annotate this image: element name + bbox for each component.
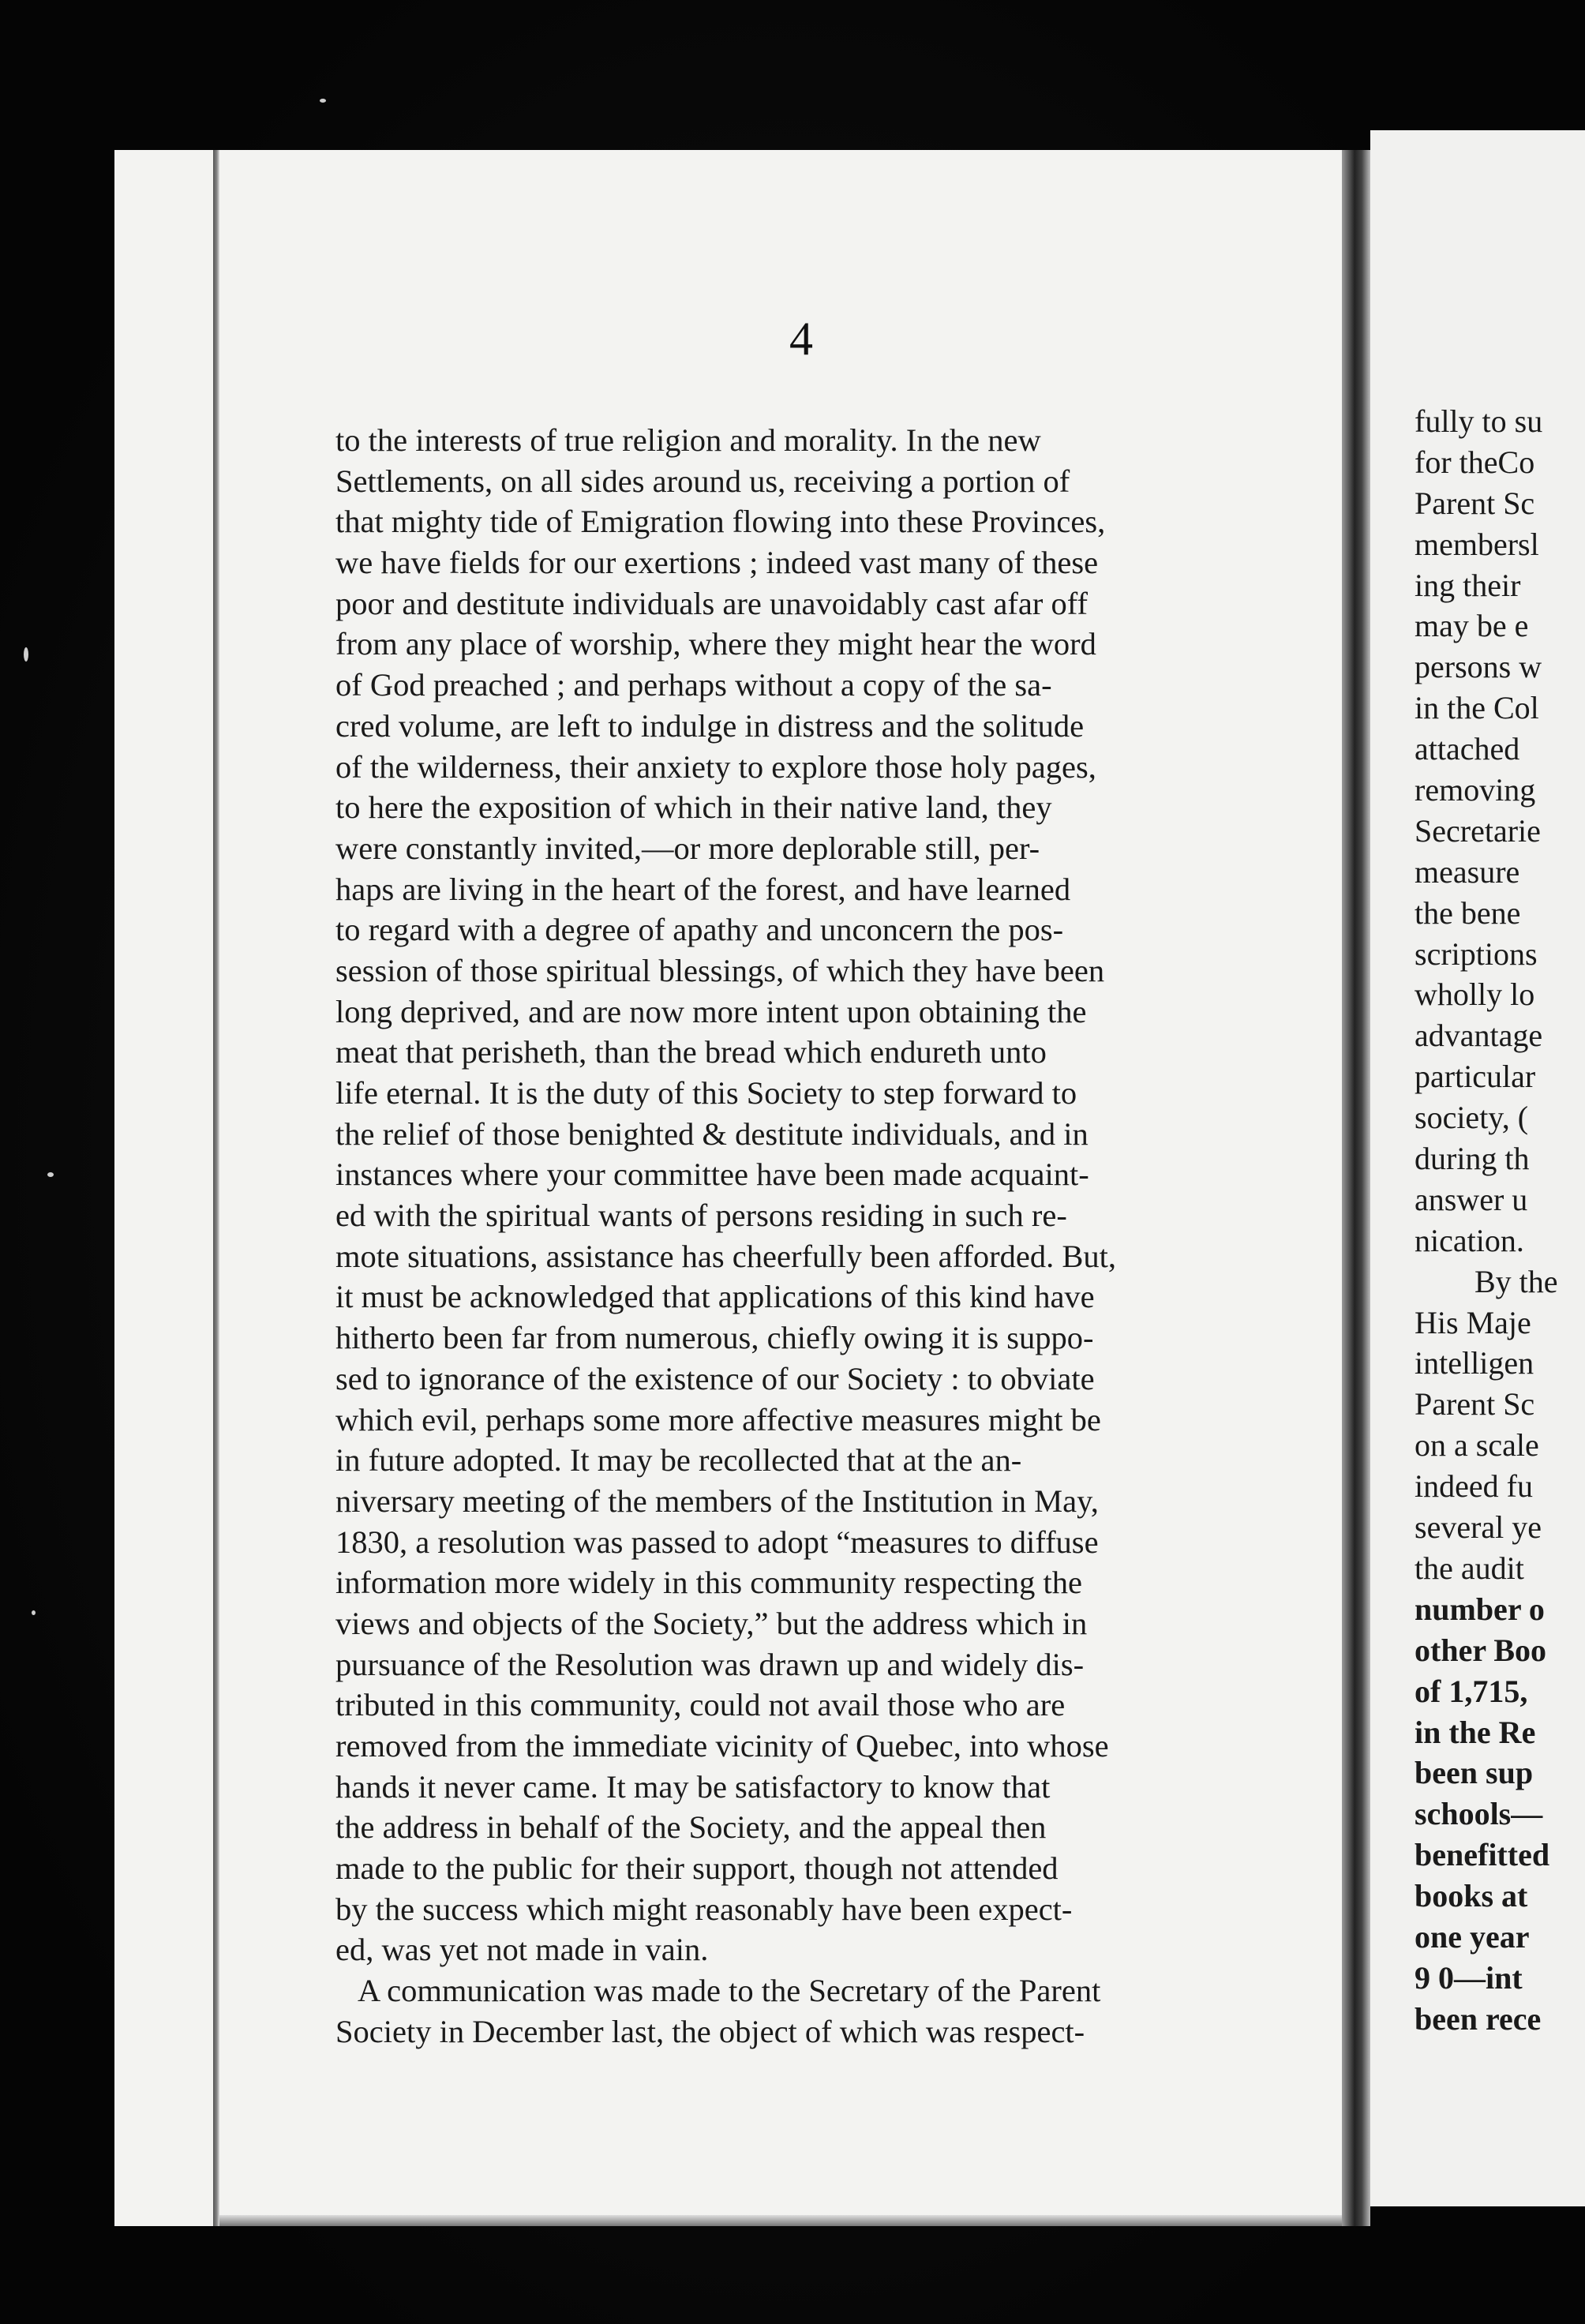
text-line: meat that perisheth, than the bread which endureth unto (335, 1034, 1047, 1070)
text-line: A communication was made to the Secretary of the Parent (358, 1973, 1101, 2009)
text-line: measure (1415, 853, 1520, 890)
text-line: tributed in this community, could not avail those who are (335, 1687, 1066, 1723)
text-line: views and objects of the Society,” but the address which in (335, 1605, 1088, 1641)
scan-speck (32, 1610, 36, 1615)
text-line: been sup (1415, 1755, 1534, 1791)
text-line: instances where your committee have been made acquaint- (335, 1156, 1089, 1193)
text-line: session of those spiritual blessings, of which they have been (335, 952, 1105, 988)
text-line: on a scale (1415, 1427, 1539, 1464)
text-line: in the Re (1415, 1714, 1536, 1750)
text-line: ed, was yet not made in vain. (335, 1932, 709, 1968)
text-line: the relief of those benighted & destitute individuals, and in (335, 1115, 1089, 1152)
text-line: hands it never came. It may be satisfactory to know that (335, 1768, 1051, 1805)
text-line: Secretarie (1415, 812, 1541, 849)
text-line: cred volume, are left to indulge in distress and the solitude (335, 707, 1085, 744)
text-line: to regard with a degree of apathy and unconcern the pos- (335, 912, 1064, 948)
text-line: long deprived, and are now more intent upon obtaining the (335, 993, 1087, 1029)
text-line: books at (1415, 1878, 1528, 1914)
text-line: schools— (1415, 1796, 1543, 1832)
text-line: removing (1415, 772, 1536, 808)
text-line: to the interests of true religion and morality. In the new (335, 422, 1041, 458)
scan-speck (24, 647, 28, 662)
text-line: removed from the immediate vicinity of Quebec, into whose (335, 1728, 1109, 1764)
text-line: persons w (1415, 649, 1542, 685)
text-line: we have fields for our exertions ; indeed vast many of these (335, 545, 1099, 581)
text-line: indeed fu (1415, 1468, 1533, 1505)
text-line: By the (1474, 1263, 1558, 1299)
text-line: ed with the spiritual wants of persons residing in such re- (335, 1198, 1067, 1234)
text-line: during th (1415, 1141, 1530, 1177)
text-line: may be e (1415, 608, 1529, 644)
text-line: 9 0—int (1415, 1959, 1523, 1996)
text-line: information more widely in this community respecting the (335, 1565, 1082, 1601)
text-line: from any place of worship, where they might hear the word (335, 626, 1096, 662)
text-line: of the wilderness, their anxiety to explore those holy pages, (335, 748, 1096, 785)
text-line: the bene (1415, 894, 1521, 931)
text-line: particular (1415, 1059, 1536, 1095)
text-line: for theCo (1415, 444, 1535, 480)
book-gutter (1342, 150, 1370, 2226)
text-line: His Maje (1415, 1304, 1531, 1340)
text-line: Parent Sc (1415, 485, 1535, 521)
text-line: benefitted (1415, 1837, 1550, 1873)
main-text-column (335, 420, 1298, 2052)
text-line: intelligen (1415, 1345, 1534, 1381)
text-line: hitherto been far from numerous, chiefly owing it is suppo- (335, 1320, 1094, 1356)
text-line: several ye (1415, 1509, 1542, 1546)
text-line: Society in December last, the object of which was respect- (335, 2013, 1085, 2049)
text-line: poor and destitute individuals are unavoidably cast afar off (335, 585, 1088, 621)
text-line: to here the exposition of which in their native land, they (335, 789, 1052, 826)
text-line: life eternal. It is the duty of this Society to step forward to (335, 1075, 1077, 1111)
text-line: Settlements, on all sides around us, receiving a portion of (335, 463, 1070, 499)
text-line: mote situations, assistance has cheerfully been afforded. But, (335, 1238, 1116, 1274)
text-line: answer u (1415, 1181, 1528, 1217)
text-line: pursuance of the Resolution was drawn up and widely dis- (335, 1646, 1085, 1682)
text-line: that mighty tide of Emigration flowing into these Provinces, (335, 504, 1106, 540)
text-line: membersl (1415, 526, 1539, 562)
text-line: the audit (1415, 1550, 1524, 1586)
text-line: haps are living in the heart of the forest, and have learned (335, 871, 1071, 907)
text-line: of 1,715, (1415, 1673, 1528, 1709)
text-line: other Boo (1415, 1632, 1547, 1668)
text-line: Parent Sc (1415, 1386, 1535, 1423)
text-line: one year (1415, 1918, 1530, 1955)
text-line: wholly lo (1415, 976, 1535, 1013)
text-line: ing their (1415, 567, 1521, 603)
text-line: 1830, a resolution was passed to adopt “measures to diffuse (335, 1524, 1099, 1560)
text-line: advantage (1415, 1018, 1543, 1054)
text-line: in the Col (1415, 690, 1539, 726)
text-line: number o (1415, 1591, 1545, 1627)
text-line: society, ( (1415, 1100, 1529, 1136)
right-text-column (1415, 401, 1585, 2040)
text-line: of God preached ; and perhaps without a copy of the sa- (335, 667, 1052, 703)
text-line: been rece (1415, 2000, 1542, 2037)
text-line: by the success which might reasonably have been expect- (335, 1891, 1073, 1927)
text-line: sed to ignorance of the existence of our Society : to obviate (335, 1360, 1095, 1396)
text-line: were constantly invited,—or more deplorable still, per- (335, 830, 1040, 866)
text-line: the address in behalf of the Society, and the appeal then (335, 1809, 1047, 1846)
text-line: scriptions (1415, 935, 1538, 972)
page-number: 4 (789, 313, 813, 365)
text-line: nication. (1415, 1222, 1524, 1258)
text-line: it must be acknowledged that applications of this kind have (335, 1279, 1095, 1315)
scan-speck (320, 99, 326, 103)
text-line: which evil, perhaps some more affective measures might be (335, 1401, 1101, 1438)
text-line: attached (1415, 731, 1520, 767)
scan-speck (47, 1172, 54, 1177)
text-line: made to the public for their support, though not attended (335, 1850, 1059, 1887)
text-line: in future adopted. It may be recollected that at the an- (335, 1442, 1022, 1479)
text-line: niversary meeting of the members of the Institution in May, (335, 1482, 1099, 1519)
text-line: fully to su (1415, 403, 1543, 439)
